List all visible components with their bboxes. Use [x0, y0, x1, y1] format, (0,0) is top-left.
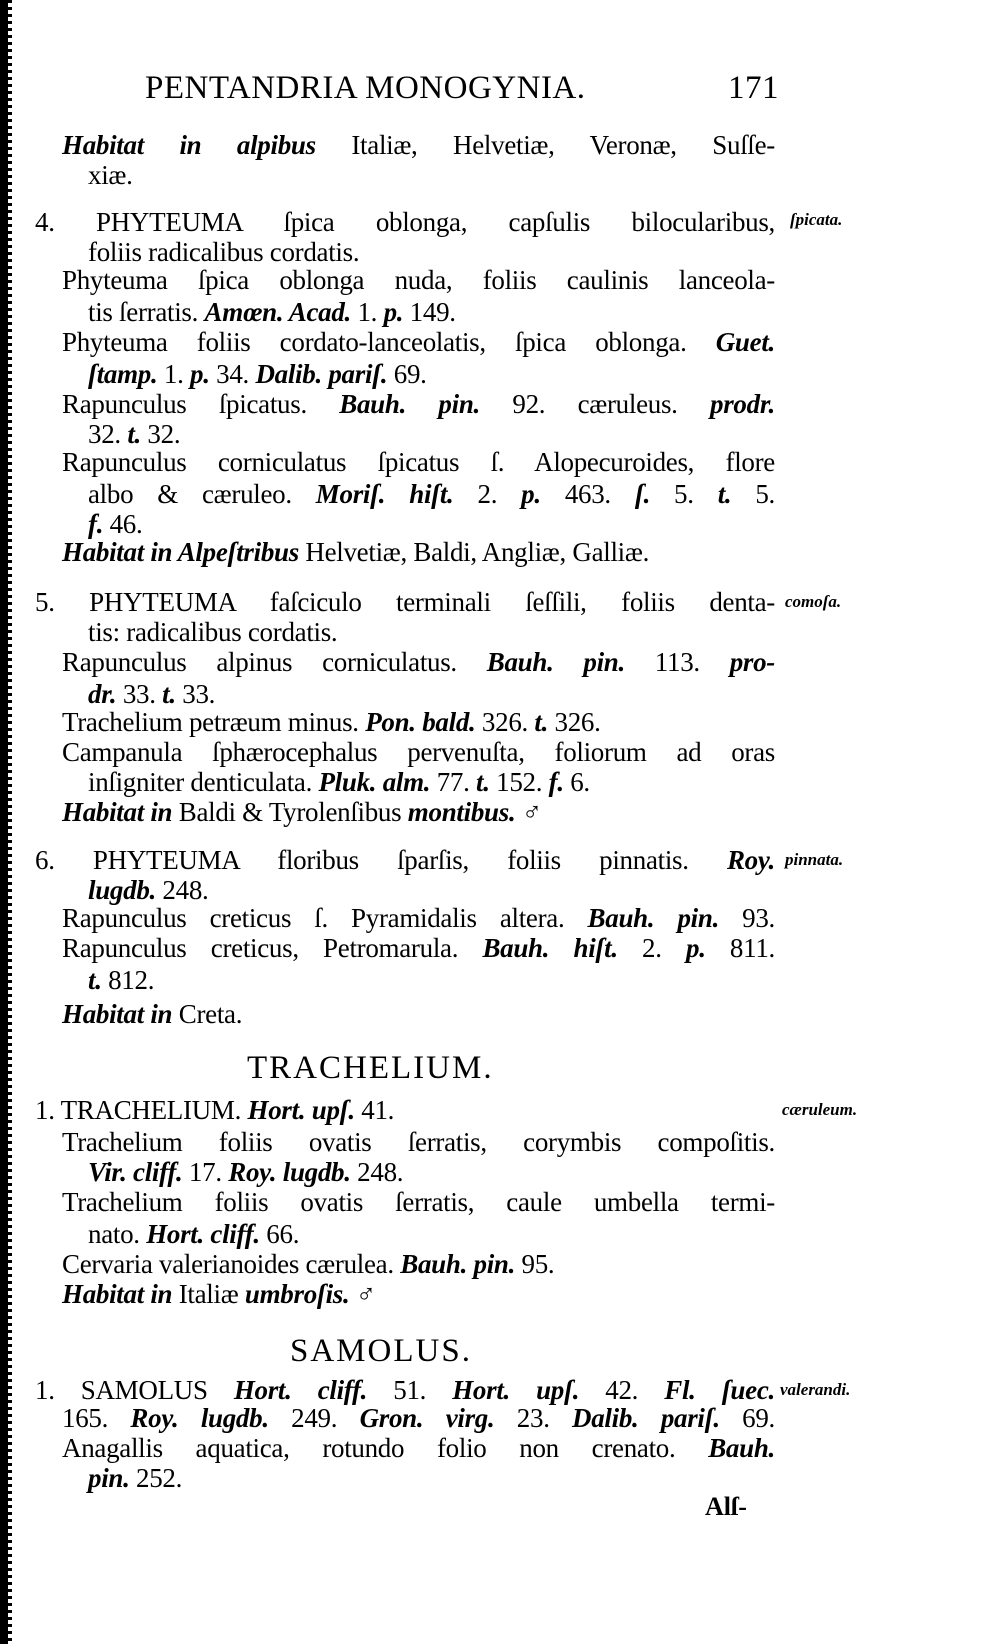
italic-citation: lugdb. [88, 875, 156, 905]
text-run: 93. [719, 903, 775, 933]
text-run: Baldi & Tyrolenſibus [172, 797, 408, 827]
text-line [35, 845, 775, 875]
text-line [62, 389, 775, 419]
text-line [62, 647, 775, 677]
italic-citation: Guet. [715, 327, 775, 357]
text-run: Italiæ [172, 1279, 245, 1309]
text-line [62, 707, 601, 737]
text-run: Trachelium foliis ovatis ſerratis, corymbis compoſitis. [62, 1127, 775, 1157]
text-run: 51. [367, 1375, 453, 1405]
italic-citation: Habitat in Alpeſtribus [62, 537, 299, 567]
text-run: Cervaria valerianoides cærulea. [62, 1249, 401, 1279]
text-line [62, 737, 775, 767]
text-run: 1. TRACHELIUM. [35, 1095, 248, 1125]
text-run: 252. [129, 1463, 183, 1493]
italic-citation: Pluk. alm. [318, 767, 431, 797]
text-run: 6. [563, 767, 590, 797]
text-run: 66. [259, 1219, 300, 1249]
text-run: foliis radicalibus cordatis. [88, 237, 360, 267]
text-run: nato. [88, 1219, 147, 1249]
text-run: xiæ. [88, 160, 133, 190]
text-run: Phyteuma ſpica oblonga nuda, foliis caulinis lanceola- [62, 265, 775, 295]
text-run: Creta. [172, 999, 243, 1029]
text-run: 248. [350, 1157, 404, 1187]
section-heading-samolus: SAMOLUS. [290, 1333, 472, 1369]
text-line [62, 1433, 775, 1463]
italic-citation: t. [534, 707, 549, 737]
text-line [62, 537, 649, 567]
section-heading-trachelium: TRACHELIUM. [247, 1050, 494, 1086]
text-run: 23. [494, 1403, 573, 1433]
text-run: 249. [268, 1403, 360, 1433]
text-run: 95. [515, 1249, 555, 1279]
italic-citation: Dalib. pariſ. [255, 359, 388, 389]
italic-citation: Bauh. pin. [339, 389, 480, 419]
text-run: 5. [731, 479, 775, 509]
text-line [88, 1157, 403, 1187]
text-run: Rapunculus ſpicatus. [62, 389, 340, 419]
text-run: albo & cæruleo. [88, 479, 316, 509]
text-line [62, 1187, 775, 1217]
italic-citation: ſ. [634, 479, 651, 509]
italic-citation: montibus. [407, 797, 516, 827]
text-run: 33. [175, 679, 216, 709]
text-line [88, 237, 359, 267]
text-line [88, 479, 775, 509]
italic-citation: Fl. ſuec. [664, 1375, 775, 1405]
text-run: Trachelium foliis ovatis ſerratis, caule umbella termi- [62, 1187, 775, 1217]
text-line [62, 265, 775, 295]
text-line [62, 1403, 775, 1433]
text-run: tis ſerratis. [88, 297, 205, 327]
text-run: 5. [650, 479, 718, 509]
italic-citation: Habitat in [62, 797, 173, 827]
text-run: 811. [705, 933, 775, 963]
text-run: 42. [579, 1375, 665, 1405]
text-run: Rapunculus corniculatus ſpicatus ſ. Alopecuroides, flore [62, 447, 775, 477]
text-run: 32. [140, 419, 181, 449]
text-line [62, 797, 542, 827]
italic-citation: Habitat in alpibus [62, 130, 316, 160]
italic-citation: f. [88, 509, 104, 539]
text-run: Rapunculus creticus, Petromarula. [62, 933, 483, 963]
text-run: tis: radicalibus cordatis. [88, 617, 338, 647]
text-run: 1. SAMOLUS [35, 1375, 234, 1405]
text-run: 2. [617, 933, 686, 963]
italic-citation: f. [548, 767, 564, 797]
page-binding-edge [0, 0, 8, 1644]
italic-citation: p. [686, 933, 706, 963]
italic-citation: dr. [88, 679, 117, 709]
text-run: 165. [62, 1403, 131, 1433]
margin-name-comosa: comoſa. [785, 592, 842, 611]
margin-name-caeruleum: cæruleum. [782, 1100, 858, 1119]
italic-citation: ſtamp. [88, 359, 158, 389]
italic-citation: Roy. lugdb. [228, 1157, 351, 1187]
text-line [88, 359, 427, 389]
italic-citation: Habitat in [62, 1279, 173, 1309]
text-run: 41. [354, 1095, 395, 1125]
italic-citation: Hort. upſ. [452, 1375, 580, 1405]
text-run: 152. [489, 767, 549, 797]
margin-name-valerandi: valerandi. [780, 1380, 851, 1399]
italic-citation: t. [162, 679, 176, 709]
text-run: 17. [182, 1157, 229, 1187]
text-line [62, 1127, 775, 1157]
italic-citation: Bauh. [708, 1433, 775, 1463]
text-run: 812. [101, 965, 155, 995]
text-run: ♂ [515, 797, 542, 827]
text-run: 248. [155, 875, 209, 905]
text-run: 34. [209, 359, 256, 389]
text-line [62, 327, 775, 357]
text-run: 77. [430, 767, 477, 797]
text-line [35, 1095, 394, 1125]
text-run: Phyteuma foliis cordato-lanceolatis, ſpica oblonga. [62, 327, 716, 357]
text-run: 1. [157, 359, 191, 389]
text-run: Italiæ, Helvetiæ, Veronæ, Suſſe- [315, 130, 775, 160]
italic-citation: p. [190, 359, 210, 389]
text-run: Anagallis aquatica, rotundo folio non crenato. [62, 1433, 709, 1463]
text-run: 69. [719, 1403, 775, 1433]
text-line [62, 1249, 554, 1279]
italic-citation: Roy. lugdb. [130, 1403, 269, 1433]
text-line [62, 933, 775, 963]
margin-name-pinnata: pinnata. [785, 850, 844, 869]
text-run: 326. [548, 707, 601, 737]
text-line [62, 903, 775, 933]
italic-citation: Bauh. pin. [486, 647, 625, 677]
italic-citation: Hort. upſ. [247, 1095, 355, 1125]
text-line [35, 587, 775, 617]
italic-citation: t. [717, 479, 732, 509]
italic-citation: Moriſ. hiſt. [315, 479, 454, 509]
text-line [88, 1219, 299, 1249]
text-run: Rapunculus creticus ſ. Pyramidalis altera. [62, 903, 588, 933]
text-run: Trachelium petræum minus. [62, 707, 366, 737]
text-line [88, 617, 337, 647]
italic-citation: Amœn. Acad. [204, 297, 351, 327]
italic-citation: t. [88, 965, 102, 995]
text-line [88, 297, 456, 327]
italic-citation: Pon. bald. [365, 707, 476, 737]
text-run: 92. cæruleus. [480, 389, 711, 419]
text-line [88, 875, 208, 905]
text-line [88, 419, 180, 449]
text-line [62, 130, 775, 160]
text-run: 69. [387, 359, 427, 389]
italic-citation: Bauh. hiſt. [482, 933, 618, 963]
text-run: ♂ [349, 1279, 376, 1309]
text-line [62, 999, 242, 1029]
italic-citation: Hort. cliff. [233, 1375, 368, 1405]
text-run: 33. [116, 679, 163, 709]
italic-citation: Dalib. pariſ. [572, 1403, 720, 1433]
text-line [88, 965, 154, 995]
running-head-title: PENTANDRIA MONOGYNIA. [145, 70, 586, 106]
text-line [35, 207, 775, 237]
italic-citation: t. [127, 419, 141, 449]
italic-citation: prodr. [710, 389, 775, 419]
italic-citation: Gron. virg. [359, 1403, 495, 1433]
text-line [88, 160, 133, 190]
italic-citation: Vir. cliff. [88, 1157, 183, 1187]
italic-citation: Habitat in [62, 999, 173, 1029]
text-run: 2. [453, 479, 522, 509]
text-run: 46. [103, 509, 143, 539]
page-binding-edge-texture [8, 0, 12, 1644]
text-run: 1. [351, 297, 384, 327]
text-line [88, 767, 590, 797]
text-run: Campanula ſphærocephalus pervenuſta, foliorum ad oras [62, 737, 775, 767]
italic-citation: t. [476, 767, 490, 797]
text-line [62, 447, 775, 477]
italic-citation: Hort. cliff. [146, 1219, 260, 1249]
text-line [88, 1463, 182, 1493]
catchword: Alſ- [705, 1492, 747, 1521]
text-line [62, 1279, 376, 1309]
text-run: 463. [540, 479, 635, 509]
text-line [88, 509, 142, 539]
italic-citation: Bauh. pin. [400, 1249, 516, 1279]
text-run: 5. PHYTEUMA faſciculo terminali ſeſſili, foliis denta- [35, 587, 775, 617]
italic-citation: p. [383, 297, 404, 327]
text-run: inſigniter denticulata. [88, 767, 319, 797]
text-run: Rapunculus alpinus corniculatus. [62, 647, 487, 677]
italic-citation: pin. [88, 1463, 130, 1493]
italic-citation: Bauh. pin. [587, 903, 720, 933]
text-run: 6. PHYTEUMA floribus ſparſis, foliis pinnatis. [35, 845, 727, 875]
text-line [88, 679, 215, 709]
text-run: 149. [403, 297, 456, 327]
text-run: Helvetiæ, Baldi, Angliæ, Galliæ. [298, 537, 650, 567]
italic-citation: p. [521, 479, 541, 509]
text-line [35, 1375, 775, 1405]
text-run: 4. PHYTEUMA ſpica oblonga, capſulis bilocularibus, [35, 207, 775, 237]
page-number: 171 [728, 70, 779, 106]
text-run: 32. [88, 419, 128, 449]
text-run: 326. [475, 707, 535, 737]
italic-citation: umbroſis. [244, 1279, 350, 1309]
italic-citation: Roy. [726, 845, 775, 875]
margin-name-spicata: ſpicata. [790, 210, 843, 229]
text-run: 113. [624, 647, 730, 677]
italic-citation: pro- [729, 647, 776, 677]
